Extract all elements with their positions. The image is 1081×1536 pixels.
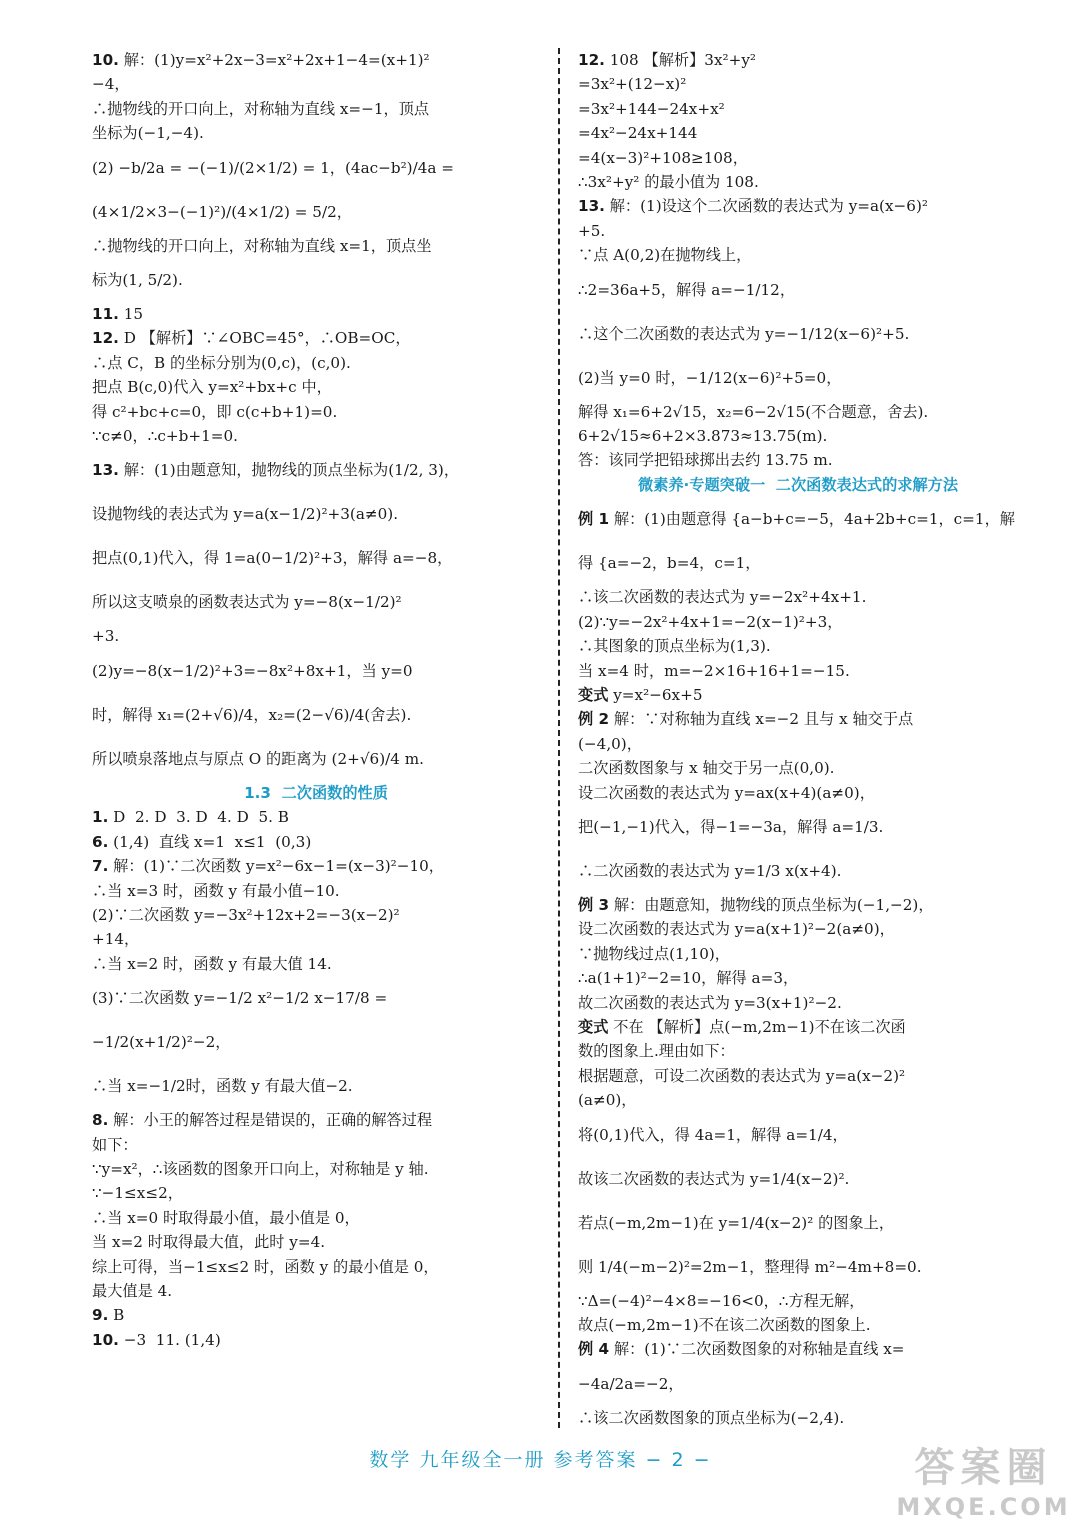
answer-text: ∵抛物线过点(1,10)， <box>578 944 730 963</box>
answer-line <box>578 942 1018 966</box>
answer-line <box>578 1064 1018 1088</box>
answer-text: 不在 【解析】点(−m,2m−1)不在该二次函 <box>613 1017 906 1036</box>
answer-line <box>578 1337 1018 1361</box>
answer-text: 所以喷泉落地点与原点 O 的距离为 (2+√6)/4 m. <box>92 749 424 768</box>
answer-line <box>578 1362 1018 1406</box>
answer-line <box>578 991 1018 1015</box>
question-number: 例 4 <box>578 1340 610 1359</box>
question-number: 12. <box>578 51 605 69</box>
answer-line <box>578 170 1018 194</box>
answer-line <box>578 268 1018 312</box>
answer-text: 解：(1)y=x²+2x−3=x²+2x+1−4=(x+1)² <box>123 51 430 69</box>
answer-line <box>92 234 540 258</box>
question-number: 12. <box>92 329 119 348</box>
answer-text: −1/2(x+1/2)²−2， <box>92 1033 231 1052</box>
answer-text: ∴3x²+y² 的最小值为 108. <box>578 173 759 192</box>
answer-text: ∴二次函数的表达式为 y=1/3 x(x+4). <box>578 861 842 880</box>
answer-text: 当 x=2 时取得最大值，此时 y=4. <box>92 1233 326 1252</box>
answer-line <box>578 424 1018 448</box>
answer-text: 解：(1)由题意得 {a−b+c=−5，4a+2b+c=1，c=1，解得 {a=−2，b=4，c=1， <box>578 510 1015 573</box>
question-number: 例 3 <box>578 895 610 914</box>
answer-line <box>578 781 1018 805</box>
answer-line <box>92 424 540 448</box>
answer-line <box>578 917 1018 941</box>
answer-text: (a≠0)， <box>578 1091 637 1110</box>
answer-text: ∵Δ=(−4)²−4×8=−16<0，∴方程无解， <box>578 1291 865 1310</box>
answer-text: 标为(1, 5/2). <box>92 271 183 290</box>
answer-text: 设二次函数的表达式为 y=ax(x+4)(a≠0)， <box>578 783 875 802</box>
answer-line <box>92 693 540 737</box>
answer-text: ∴当 x=2 时，函数 y 有最大值 14. <box>92 954 332 973</box>
answer-text: 把点(0,1)代入，得 1=a(0−1/2)²+3，解得 a=−8， <box>92 549 453 568</box>
answer-line <box>578 1039 1018 1063</box>
answer-line <box>578 243 1018 267</box>
answer-text: (4×1/2×3−(−1)²)/(4×1/2) = 5/2， <box>92 202 352 221</box>
answer-text: +14， <box>92 930 140 949</box>
answer-line <box>92 1064 540 1108</box>
answer-line <box>92 649 540 693</box>
answer-text: −4， <box>92 75 130 94</box>
section-heading <box>92 781 540 805</box>
answer-line <box>92 351 540 375</box>
answer-line <box>578 805 1018 849</box>
answer-line <box>92 580 540 624</box>
question-number: 1. <box>92 808 109 827</box>
answer-text: ∵−1≤x≤2， <box>92 1184 183 1203</box>
answer-line <box>92 448 540 492</box>
answer-line <box>92 1303 540 1327</box>
answer-text: 将(0,1)代入，得 4a=1，解得 a=1/4， <box>578 1125 848 1144</box>
question-number: 10. <box>92 51 119 69</box>
answer-text: 解：∵对称轴为直线 x=−2 且与 x 轴交于点 <box>613 710 914 729</box>
watermark-url: MXQE.COM <box>896 1493 1071 1521</box>
answer-text: ∴当 x=0 时取得最小值，最小值是 0， <box>92 1208 360 1227</box>
answer-text: 则 1/4(−m−2)²=2m−1，整理得 m²−4m+8=0. <box>578 1257 922 1276</box>
answer-line <box>578 756 1018 780</box>
answer-text: ∴当 x=−1/2时，函数 y 有最大值−2. <box>92 1077 353 1096</box>
answer-text: ∴其图象的顶点坐标为(1,3). <box>578 637 771 656</box>
answer-line <box>578 194 1018 218</box>
answer-text: =3x²+(12−x)² <box>578 75 687 94</box>
answer-text: =3x²+144−24x+x² <box>578 99 725 118</box>
answer-text: ∵点 A(0,2)在抛物线上， <box>578 246 752 265</box>
answer-text: 设二次函数的表达式为 y=a(x+1)²−2(a≠0)， <box>578 920 895 939</box>
answer-line <box>92 400 540 424</box>
answer-text: ∴抛物线的开口向上，对称轴为直线 x=1，顶点坐 <box>92 236 432 255</box>
answer-line <box>578 448 1018 472</box>
answer-line <box>92 1328 540 1352</box>
answer-line <box>578 97 1018 121</box>
question-number: 9. <box>92 1306 109 1325</box>
answer-line <box>92 326 540 350</box>
answer-line <box>578 1201 1018 1245</box>
answer-text: (2) −b/2a = −(−1)/(2×1/2) = 1，(4ac−b²)/4a = <box>92 158 454 177</box>
answer-line <box>92 1255 540 1279</box>
answer-text: 解得 x₁=6+2√15，x₂=6−2√15(不合题意，舍去). <box>578 402 929 421</box>
question-number: 11. <box>92 305 119 324</box>
question-number: 变式 <box>578 1017 609 1036</box>
question-number: 例 2 <box>578 710 610 729</box>
answer-line <box>92 536 540 580</box>
answer-line <box>578 146 1018 170</box>
answer-text: 把(−1,−1)代入，得−1=−3a，解得 a=1/3. <box>578 817 884 836</box>
question-number: 13. <box>578 197 605 216</box>
answer-text: 15 <box>123 305 144 324</box>
answer-text: ∴这个二次函数的表达式为 y=−1/12(x−6)²+5. <box>578 324 910 343</box>
answer-line <box>578 634 1018 658</box>
answer-text: 解：(1)∵二次函数 y=x²−6x−1=(x−3)²−10， <box>113 857 444 876</box>
answer-line <box>578 707 1018 731</box>
question-number: 10. <box>92 1330 119 1349</box>
answer-line <box>578 219 1018 243</box>
answer-line <box>92 903 540 927</box>
answer-line <box>578 312 1018 356</box>
answer-text: (2)y=−8(x−1/2)²+3=−8x²+8x+1，当 y=0 <box>92 661 413 680</box>
answer-line <box>92 1230 540 1254</box>
answer-line <box>92 1181 540 1205</box>
answer-text: 最大值是 4. <box>92 1281 173 1300</box>
answer-line <box>92 1133 540 1157</box>
question-number: 变式 <box>578 685 609 704</box>
answer-text: 如下： <box>92 1135 138 1154</box>
answer-text: ∴a(1+1)²−2=10，解得 a=3， <box>578 969 799 988</box>
answer-text: 解：小王的解答过程是错误的，正确的解答过程 <box>113 1111 433 1130</box>
answer-line <box>578 732 1018 756</box>
answer-line <box>92 492 540 536</box>
answer-text: ∴当 x=3 时，函数 y 有最小值−10. <box>92 881 340 900</box>
watermark-logo <box>896 1444 1071 1530</box>
answer-text: (3)∵二次函数 y=−1/2 x²−1/2 x−17/8 = <box>92 989 388 1008</box>
answer-text: 根据题意，可设二次函数的表达式为 y=a(x−2)² <box>578 1066 906 1085</box>
answer-text: 微素养·专题突破一 二次函数表达式的求解方法 <box>637 475 959 494</box>
answer-line <box>578 1157 1018 1201</box>
question-number: 例 1 <box>578 510 610 529</box>
watermark-text: 答案圈 <box>914 1445 1053 1491</box>
answer-text: 所以这支喷泉的函数表达式为 y=−8(x−1/2)² <box>92 593 402 612</box>
answer-text: ∴抛物线的开口向上，对称轴为直线 x=−1，顶点 <box>92 99 430 118</box>
answer-text: 故点(−m,2m−1)不在该二次函数的图象上. <box>578 1316 871 1334</box>
answer-text: ∴2=36a+5，解得 a=−1/12， <box>578 280 796 299</box>
right-column <box>578 48 1018 1430</box>
left-column <box>92 48 540 1352</box>
answer-text: +3. <box>92 627 120 646</box>
answer-line <box>578 683 1018 707</box>
answer-line <box>578 121 1018 145</box>
column-divider <box>558 48 560 1428</box>
answer-line <box>578 497 1018 585</box>
answer-text: 6+2√15≈6+2×3.873≈13.75(m). <box>578 427 828 446</box>
answer-text: y=x²−6x+5 <box>613 685 703 704</box>
answer-text: 数的图象上.理由如下： <box>578 1042 735 1061</box>
answer-line <box>578 610 1018 634</box>
answer-line <box>92 97 540 121</box>
question-number: 7. <box>92 857 109 876</box>
question-number: 13. <box>92 461 119 480</box>
answer-line <box>92 48 540 72</box>
answer-text: 解：(1)∵二次函数图象的对称轴是直线 x= <box>613 1340 905 1359</box>
answer-line <box>92 879 540 903</box>
answer-line <box>92 375 540 399</box>
page-footer: 数学 九年级全一册 参考答案 − 2 − <box>369 1449 712 1471</box>
answer-line <box>92 258 540 302</box>
answer-line <box>92 121 540 145</box>
answer-line <box>578 1245 1018 1289</box>
answer-text: ∵y=x²，∴该函数的图象开口向上，对称轴是 y 轴. <box>92 1159 429 1178</box>
answer-line <box>92 302 540 326</box>
answer-text: 二次函数图象与 x 轴交于另一点(0,0). <box>578 759 835 778</box>
answer-text: 解：(1)由题意知，抛物线的顶点坐标为(1/2, 3)， <box>123 461 460 480</box>
answer-text: 故二次函数的表达式为 y=3(x+1)²−2. <box>578 993 842 1012</box>
question-number: 6. <box>92 832 109 851</box>
answer-text: 若点(−m,2m−1)在 y=1/4(x−2)² 的图象上， <box>578 1213 895 1232</box>
answer-line <box>92 976 540 1020</box>
answer-line <box>92 1020 540 1064</box>
answer-line <box>578 1313 1018 1337</box>
answer-text: =4(x−3)²+108≥108， <box>578 148 748 167</box>
answer-line <box>92 1108 540 1132</box>
answer-text: (−4,0)， <box>578 734 642 753</box>
answer-line <box>92 1157 540 1181</box>
answer-text: 得 c²+bc+c=0，即 c(c+b+1)=0. <box>92 402 338 421</box>
answer-line <box>92 1206 540 1230</box>
answer-text: (2)当 y=0 时，−1/12(x−6)²+5=0， <box>578 368 842 387</box>
answer-text: 坐标为(−1,−4). <box>92 124 204 143</box>
answer-line <box>92 952 540 976</box>
answer-line <box>92 190 540 234</box>
answer-line <box>578 893 1018 917</box>
answer-line <box>92 805 540 829</box>
answer-text: +5. <box>578 221 606 240</box>
answer-text: 108 【解析】3x²+y² <box>609 51 757 69</box>
answer-line <box>578 1113 1018 1157</box>
answer-text: 设抛物线的表达式为 y=a(x−1/2)²+3(a≠0). <box>92 505 399 524</box>
answer-line <box>578 849 1018 893</box>
answer-line <box>578 356 1018 400</box>
section-heading <box>578 473 1018 497</box>
answer-text: 1.3 二次函数的性质 <box>244 783 388 802</box>
answer-text: ∴该二次函数图象的顶点坐标为(−2,4). <box>578 1408 845 1427</box>
answer-line <box>578 659 1018 683</box>
answer-line <box>92 1279 540 1303</box>
answer-text: =4x²−24x+144 <box>578 124 698 143</box>
answer-line <box>578 72 1018 96</box>
answer-line <box>578 1406 1018 1430</box>
answer-line <box>578 400 1018 424</box>
answer-text: −4a/2a=−2， <box>578 1374 684 1393</box>
answer-line <box>92 146 540 190</box>
answer-text: 当 x=4 时，m=−2×16+16+1=−15. <box>578 661 850 680</box>
answer-line <box>92 624 540 648</box>
answer-line <box>92 854 540 878</box>
answer-text: 解：由题意知，抛物线的顶点坐标为(−1,−2)， <box>613 895 934 914</box>
answer-line <box>92 72 540 96</box>
answer-line <box>578 585 1018 609</box>
answer-line <box>92 830 540 854</box>
answer-text: ∴点 C，B 的坐标分别为(0,c)，(c,0). <box>92 353 351 372</box>
answer-text: (2)∵y=−2x²+4x+1=−2(x−1)²+3， <box>578 612 843 631</box>
answer-text: ∵c≠0，∴c+b+1=0. <box>92 427 238 446</box>
answer-text: 综上可得，当−1≤x≤2 时，函数 y 的最小值是 0， <box>92 1257 439 1276</box>
answer-text: D 【解析】∵∠OBC=45°，∴OB=OC， <box>123 329 411 348</box>
answer-line <box>92 927 540 951</box>
answer-text: (2)∵二次函数 y=−3x²+12x+2=−3(x−2)² <box>92 905 400 924</box>
answer-text: B <box>113 1306 125 1325</box>
answer-text: −3 11. (1,4) <box>123 1330 221 1349</box>
answer-line <box>578 966 1018 990</box>
answer-text: (1,4) 直线 x=1 x≤1 (0,3) <box>113 832 312 851</box>
answer-text: ∴该二次函数的表达式为 y=−2x²+4x+1. <box>578 588 867 607</box>
answer-text: 时，解得 x₁=(2+√6)/4，x₂=(2−√6)/4(舍去). <box>92 705 412 724</box>
answer-text: 把点 B(c,0)代入 y=x²+bx+c 中， <box>92 378 332 397</box>
answer-text: 解：(1)设这个二次函数的表达式为 y=a(x−6)² <box>609 197 928 216</box>
question-number: 8. <box>92 1111 109 1130</box>
answer-line <box>578 1088 1018 1112</box>
answer-line <box>578 1289 1018 1313</box>
answer-text: D 2. D 3. D 4. D 5. B <box>113 808 289 827</box>
answer-text: 答：该同学把铅球掷出去约 13.75 m. <box>578 451 833 470</box>
answer-line <box>578 48 1018 72</box>
answer-text: 故该二次函数的表达式为 y=1/4(x−2)². <box>578 1169 850 1188</box>
answer-line <box>92 737 540 781</box>
answer-line <box>578 1015 1018 1039</box>
